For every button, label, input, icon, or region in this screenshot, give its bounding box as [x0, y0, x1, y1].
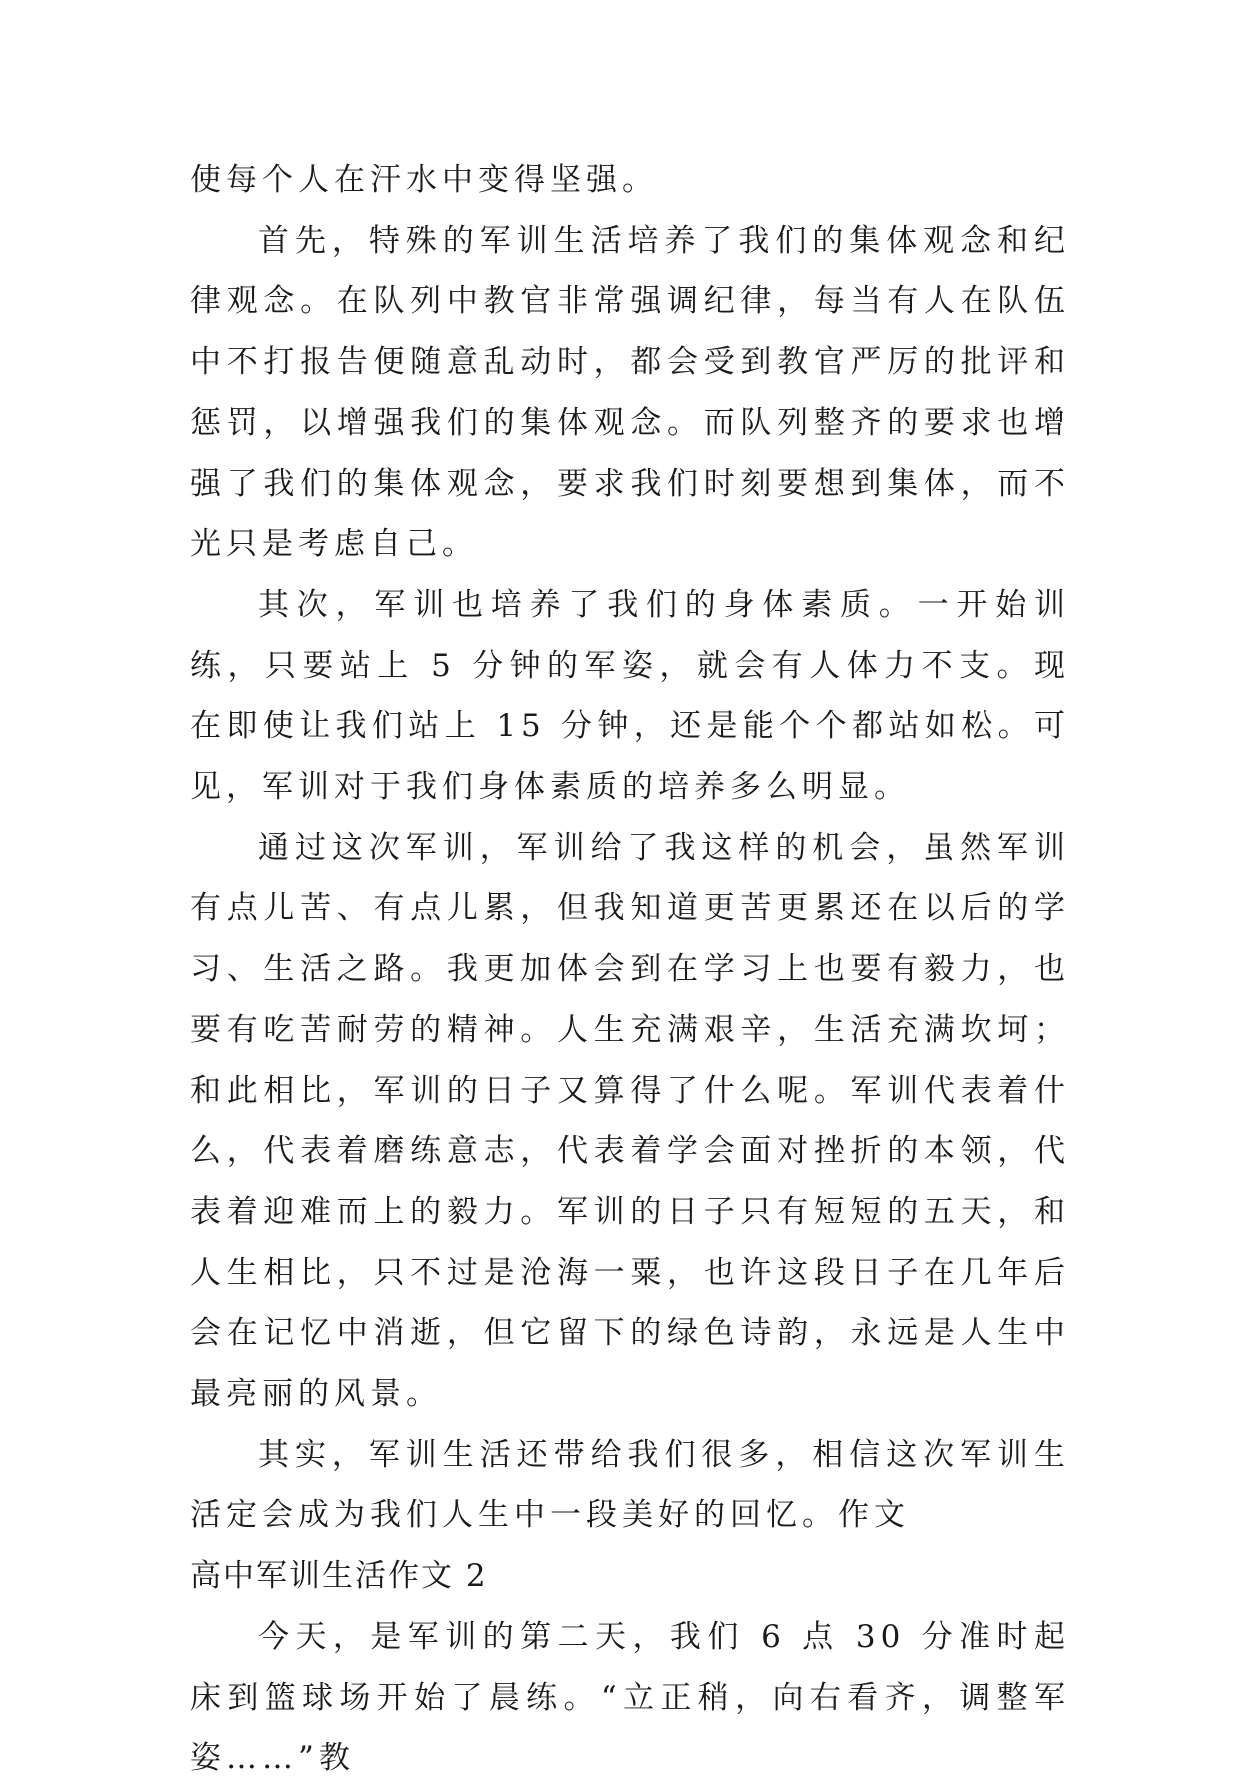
paragraph-physical: 其次，军训也培养了我们的身体素质。一开始训练，只要站上 5 分钟的军姿，就会有人体力不支。现在即使让我们站上 15 分钟，还是能个个都站如松。可见，军训对于我们身体素质的培养多么明显。	[190, 586, 1070, 806]
paragraph-discipline: 首先，特殊的军训生活培养了我们的集体观念和纪律观念。在队列中教官非常强调纪律，每当有人在队伍中不打报告便随意乱动时，都会受到教官严厉的批评和惩罚，以增强我们的集体观念。而队列整齐的要求也增强了我们的集体观念，要求我们时刻要想到集体，而不光只是考虑自己。	[190, 222, 1070, 563]
document-body	[190, 150, 1070, 1789]
essay-heading: 高中军训生活作文 2	[190, 1558, 488, 1595]
paragraph-reflection: 通过这次军训，军训给了我这样的机会，虽然军训有点儿苦、有点儿累，但我知道更苦更累还在以后的学习、生活之路。我更加体会到在学习上也要有毅力，也要有吃苦耐劳的精神。人生充满艰辛，生活充满坎坷；和此相比，军训的日子又算得了什么呢。军训代表着什么，代表着磨练意志，代表着学会面对挫折的本领，代表着迎难而上的毅力。军训的日子只有短短的五天，和人生相比，只不过是沧海一粟，也许这段日子在几年后会在记忆中消逝，但它留下的绿色诗韵，永远是人生中最亮丽的风景。	[190, 829, 1070, 1413]
paragraph-conclusion: 其实，军训生活还带给我们很多，相信这次军训生活定会成为我们人生中一段美好的回忆。作文	[190, 1436, 1070, 1534]
paragraph-essay2-opening: 今天，是军训的第二天，我们 6 点 30 分准时起床到篮球场开始了晨练。“立正稍，向右看齐，调整军姿……”教	[190, 1618, 1070, 1777]
paragraph-continuation: 使每个人在汗水中变得坚强。	[190, 162, 658, 198]
